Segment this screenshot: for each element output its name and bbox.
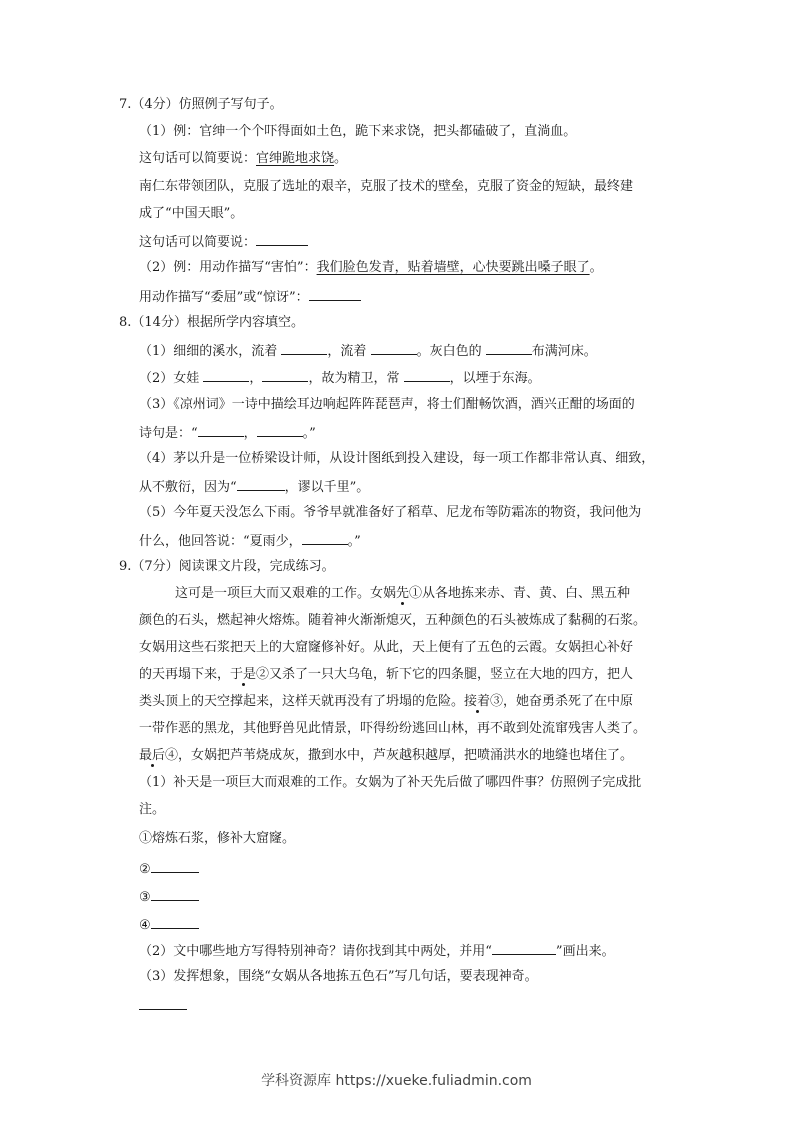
answer-number: ④ (139, 918, 151, 933)
q8-i1-text: （1）细细的溪水，流着 (139, 344, 278, 359)
q9-example1: ①熔炼石浆，修补大窟窿。 (139, 831, 296, 846)
q9-sub2-text: ”画出来。 (555, 944, 615, 959)
passage-text: ③，她奋勇杀死了在中原 (490, 694, 634, 709)
q7-summary2-prefix: 这句话可以简要说： (139, 235, 257, 250)
answer-blank[interactable] (281, 340, 327, 355)
q7-part1-example: （1）例：官绅一个个吓得面如土色，跪下来求饶，把头都磕破了，直淌血。 (139, 124, 577, 139)
q7-title: 7.（4分）仿照例子写句子。 (119, 97, 283, 112)
q7-p2-end: 。 (589, 260, 603, 275)
answer-blank[interactable] (198, 422, 244, 437)
q7-summary-prefix: 这句话可以简要说： (139, 151, 257, 166)
q8-i3-text: 诗句是：“ (139, 426, 198, 441)
passage-marked-word: 最后 (139, 748, 166, 763)
passage-marked-word: 接着 (464, 694, 491, 709)
q7-summary-answer: 官绅跪地求饶 (256, 151, 335, 166)
q9-sub2-text: （2）文中哪些地方写得特别神奇？请你找到其中两处，并用“ (139, 944, 492, 959)
q9-passage-line6: 一带作恶的黑龙，其他野兽见此情景，吓得纷纷逃回山林，再不敢到处流窜残害人类了。 (139, 721, 647, 736)
q8-item4-line2 (139, 476, 369, 498)
q7-p2-prefix: （2）例：用动作描写“害怕”： (139, 260, 317, 275)
q9-sub3-answer (139, 995, 187, 1017)
q9-sub3: （3）发挥想象，围绕“女娲从各地拣五色石”写几句话，要表现神奇。 (139, 969, 538, 984)
answer-blank[interactable] (309, 286, 361, 301)
q8-i4-text: ，谬以千里”。 (284, 480, 370, 495)
q8-i1-text: ，流着 (327, 344, 367, 359)
q8-item3-line1: （3）《凉州词》一诗中描绘耳边响起阵阵琵琶声，将士们酣畅饮酒，酒兴正酣的场面的 (139, 397, 635, 412)
page-footer: 学科资源库 https://xueke.fuliadmin.com (261, 1073, 532, 1089)
passage-text: 的天再塌下来， (139, 667, 231, 682)
answer-blank[interactable] (237, 476, 285, 491)
q8-item3-line2 (139, 422, 316, 444)
answer-blank[interactable] (203, 367, 249, 382)
q8-item2 (139, 367, 541, 389)
passage-marked-word: 先 (396, 586, 410, 601)
answer-blank[interactable] (151, 914, 199, 929)
q9-passage-line4 (139, 665, 633, 685)
answer-blank[interactable] (404, 367, 450, 382)
answer-blank[interactable] (151, 886, 199, 901)
q8-i5-text: 什么，他回答说：“夏雨少， (139, 534, 302, 549)
q9-answer3 (139, 886, 199, 908)
q8-i3-text: ， (243, 426, 257, 441)
q8-i2-text: （2）女娃 (139, 371, 200, 386)
q9-passage-line3: 女娲用这些石浆把天上的大窟窿修补好。从此，天上便有了五色的云霞。女娲担心补好 (139, 640, 634, 655)
q8-i2-text: ，以堙于东海。 (449, 371, 541, 386)
q7-sentence-line1: 南仁东带领团队，克服了选址的艰辛，克服了技术的壁垒，克服了资金的短缺，最终建 (139, 179, 634, 194)
q9-answer4 (139, 914, 199, 936)
q9-sub1-line1: （1）补天是一项巨大而艰难的工作。女娲为了补天先后做了哪四件事？仿照例子完成批 (139, 775, 642, 790)
passage-text: 类头顶上的天空撑起来，这样天就再没有了坍塌的危险。 (139, 694, 465, 709)
q8-item4-line1: （4）茅以升是一位桥梁设计师，从设计图纸到投入建设，每一项工作都非常认真、细致， (139, 451, 655, 466)
answer-blank[interactable] (256, 231, 308, 246)
underline-sample (492, 940, 556, 955)
passage-text: ②又杀了一只大乌龟，斩下它的四条腿，竖立在大地的四方，把人 (256, 667, 634, 682)
q9-sub1-line2: 注。 (139, 802, 166, 817)
q8-i2-text: ，故为精卫，常 (308, 371, 400, 386)
q8-i2-text: ， (249, 371, 263, 386)
q8-item5-line1: （5）今年夏天没怎么下雨。爷爷早就准备好了稻草、尼龙布等防霜冻的物资，我问他为 (139, 505, 642, 520)
q7-part2-task (139, 286, 361, 308)
q7-p2-example: 我们脸色发青，贴着墙壁，心快要跳出嗓子眼了 (316, 260, 590, 275)
passage-marked-word: 于是 (230, 667, 257, 682)
q8-item1 (139, 340, 597, 362)
q9-passage-line2: 颜色的石头，燃起神火熔炼。随着神火渐渐熄灭，五种颜色的石头被炼成了黏稠的石浆。 (139, 613, 647, 628)
answer-blank[interactable] (371, 340, 417, 355)
q7-part2-example (139, 258, 603, 278)
q9-title: 9.（7分）阅读课文片段，完成练习。 (119, 559, 335, 574)
q8-i1-text: 。灰白色的 (416, 344, 482, 359)
answer-blank[interactable] (262, 367, 308, 382)
q7-summary-end: 。 (334, 151, 348, 166)
q8-i1-text: 布满河床。 (531, 344, 597, 359)
q9-passage-line1 (175, 584, 630, 604)
q7-sentence-line2: 成了“中国天眼”。 (139, 206, 244, 221)
answer-number: ② (139, 862, 151, 877)
q9-passage-line7 (139, 746, 633, 766)
q8-i3-text: 。” (302, 426, 316, 441)
answer-blank[interactable] (486, 340, 532, 355)
q9-sub2 (139, 940, 615, 962)
q7-summary-example (139, 149, 347, 169)
passage-text: ④，女娲把芦苇烧成灰，撒到水中，芦灰越积越厚，把喷涌洪水的地缝也堵住了。 (165, 748, 634, 763)
q8-i4-text: 从不敷衍，因为“ (139, 480, 237, 495)
q8-item5-line2 (139, 530, 361, 552)
answer-number: ③ (139, 890, 151, 905)
answer-blank[interactable] (302, 530, 348, 545)
passage-text: 这可是一项巨大而又艰难的工作。女娲 (175, 586, 397, 601)
q9-answer2 (139, 858, 199, 880)
answer-blank[interactable] (151, 858, 199, 873)
q7-p2-task: 用动作描写“委屈”或“惊讶”： (139, 290, 309, 305)
answer-blank[interactable] (139, 995, 187, 1010)
q7-summary-task (139, 231, 308, 253)
q8-title: 8.（14分）根据所学内容填空。 (119, 315, 304, 330)
q8-i5-text: 。” (347, 534, 361, 549)
answer-blank[interactable] (257, 422, 303, 437)
passage-text: ①从各地拣来赤、青、黄、白、黑五种 (409, 586, 631, 601)
q9-passage-line5 (139, 692, 633, 712)
